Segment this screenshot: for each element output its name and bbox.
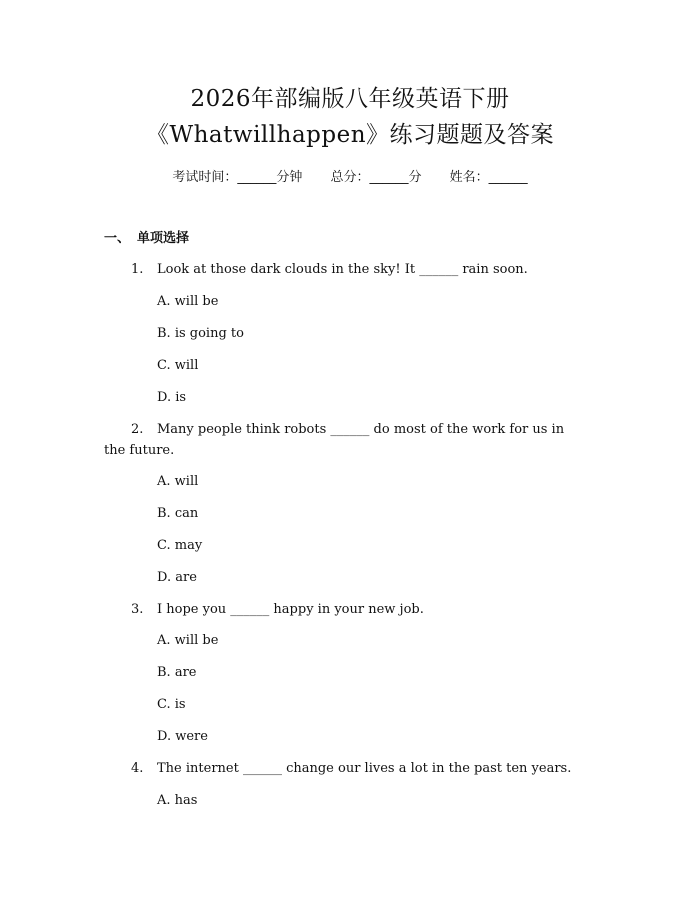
question-4 — [131, 759, 571, 779]
question-3 — [131, 600, 424, 620]
q1-option-c: C. will — [157, 358, 199, 373]
question-2-continuation: the future. — [104, 443, 175, 458]
question-number: 3. — [131, 602, 144, 617]
q3-option-d: D. were — [157, 729, 208, 744]
question-text: I hope you ______ happy in your new job. — [157, 602, 424, 617]
q2-option-d: D. are — [157, 570, 197, 585]
question-text: Look at those dark clouds in the sky! It ______ rain soon. — [157, 262, 528, 277]
q3-option-a: A. will be — [157, 633, 219, 648]
q2-option-a: A. will — [157, 474, 199, 489]
question-2 — [131, 420, 564, 440]
question-1 — [131, 260, 528, 280]
section-title: 单项选择 — [137, 231, 190, 246]
q4-option-a: A. has — [157, 793, 198, 808]
section-heading — [104, 229, 189, 249]
q2-option-b: B. can — [157, 506, 199, 521]
section-number: 一、 — [104, 231, 131, 246]
q2-option-c: C. may — [157, 538, 203, 553]
question-number: 4. — [131, 761, 144, 776]
q1-option-a: A. will be — [157, 294, 219, 309]
exam-total-score-field: 总分：______分 — [330, 170, 422, 185]
question-text: Many people think robots ______ do most of the work for us in — [157, 422, 565, 437]
q3-option-b: B. are — [157, 665, 197, 680]
q1-option-b: B. is going to — [157, 326, 244, 341]
student-name-field: 姓名：______ — [449, 170, 528, 185]
question-text: The internet ______ change our lives a lot in the past ten years. — [157, 761, 572, 776]
exam-time-field: 考试时间：______分钟 — [172, 170, 303, 185]
document-title-line-2: 《Whatwillhappen》练习题题及答案 — [145, 122, 555, 148]
question-number: 2. — [131, 422, 144, 437]
question-number: 1. — [131, 262, 144, 277]
document-title-line-1: 2026年部编版八年级英语下册 — [190, 86, 510, 112]
q3-option-c: C. is — [157, 697, 186, 712]
q1-option-d: D. is — [157, 390, 187, 405]
exam-info — [0, 168, 700, 188]
